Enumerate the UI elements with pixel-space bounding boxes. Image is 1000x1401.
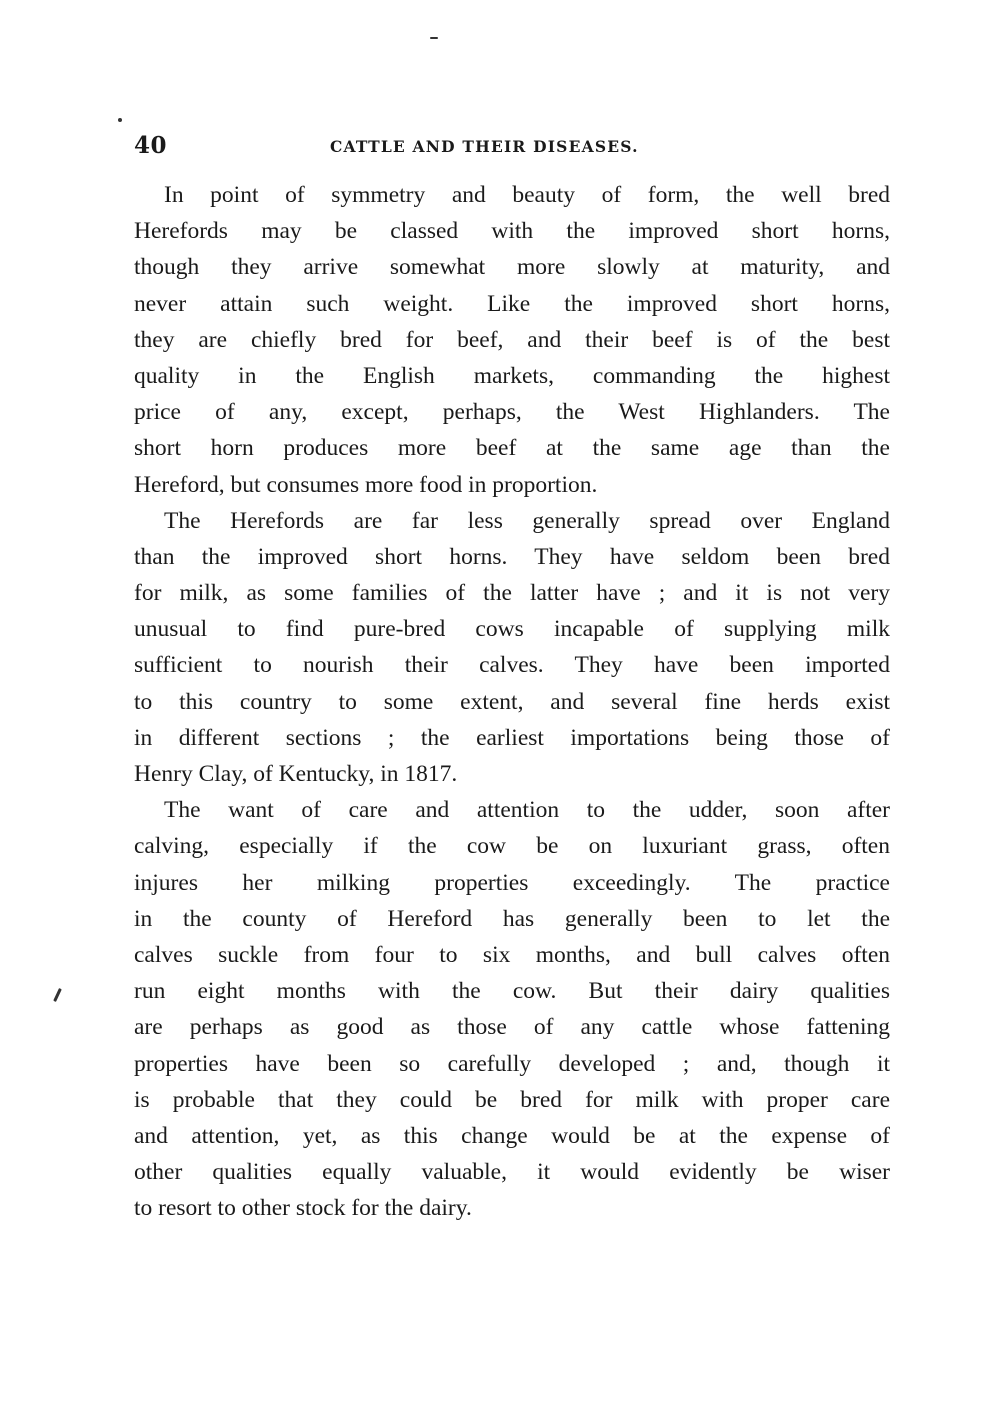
text-line: are perhaps as good as those of any cattle whose fattening bbox=[134, 1014, 890, 1041]
text-line: other qualities equally valuable, it would evidently be wiser bbox=[134, 1159, 890, 1186]
text-line: In point of symmetry and beauty of form, the well bred bbox=[164, 182, 890, 208]
text-line: for milk, as some families of the latter have ; and it is not very bbox=[134, 580, 890, 607]
text-line: properties have been so carefully developed ; and, though it bbox=[134, 1050, 890, 1077]
text-line: sufficient to nourish their calves. They have been imported bbox=[134, 652, 890, 679]
text-line: in different sections ; the earliest importations being those of bbox=[134, 724, 890, 751]
running-head bbox=[134, 132, 890, 162]
text-line: Hereford, but consumes more food in proportion. bbox=[134, 471, 598, 498]
text-line: than the improved short horns. They have seldom been bred bbox=[134, 543, 890, 570]
text-line: The want of care and attention to the udder, soon after bbox=[164, 797, 890, 824]
paragraph-2 bbox=[134, 503, 890, 793]
text-line: unusual to find pure-bred cows incapable of supplying milk bbox=[134, 616, 890, 643]
running-title: CATTLE AND THEIR DISEASES. bbox=[330, 137, 639, 156]
scan-speck bbox=[53, 988, 62, 1002]
paragraph-3 bbox=[134, 792, 890, 1226]
text-line: is probable that they could be bred for milk with proper care bbox=[134, 1086, 890, 1113]
paragraph-1 bbox=[134, 177, 890, 503]
text-line: to this country to some extent, and several fine herds exist bbox=[134, 688, 890, 715]
text-line: never attain such weight. Like the improved short horns, bbox=[134, 290, 890, 317]
text-line: injures her milking properties exceedingly. The practice bbox=[134, 869, 890, 896]
text-line: short horn produces more beef at the same age than the bbox=[134, 435, 890, 462]
text-line: The Herefords are far less generally spread over England bbox=[164, 507, 890, 534]
text-line: run eight months with the cow. But their dairy qualities bbox=[134, 978, 890, 1005]
text-line: calving, especially if the cow be on luxuriant grass, often bbox=[134, 833, 890, 860]
text-line: though they arrive somewhat more slowly at maturity, and bbox=[134, 254, 890, 281]
scan-speck bbox=[430, 37, 438, 39]
text-line: Herefords may be classed with the improved short horns, bbox=[134, 218, 890, 245]
body-text bbox=[134, 177, 890, 1226]
page-number: 40 bbox=[134, 132, 168, 159]
text-line: and attention, yet, as this change would be at the expense of bbox=[134, 1122, 890, 1149]
scan-speck bbox=[118, 118, 122, 122]
text-line: they are chiefly bred for beef, and their beef is of the best bbox=[134, 326, 890, 353]
text-line: quality in the English markets, commanding the highest bbox=[134, 362, 890, 389]
text-line: price of any, except, perhaps, the West Highlanders. The bbox=[134, 399, 890, 426]
text-line: calves suckle from four to six months, and bull calves often bbox=[134, 941, 890, 968]
text-line: in the county of Hereford has generally been to let the bbox=[134, 905, 890, 932]
text-line: Henry Clay, of Kentucky, in 1817. bbox=[134, 761, 458, 787]
text-line: to resort to other stock for the dairy. bbox=[134, 1195, 472, 1222]
